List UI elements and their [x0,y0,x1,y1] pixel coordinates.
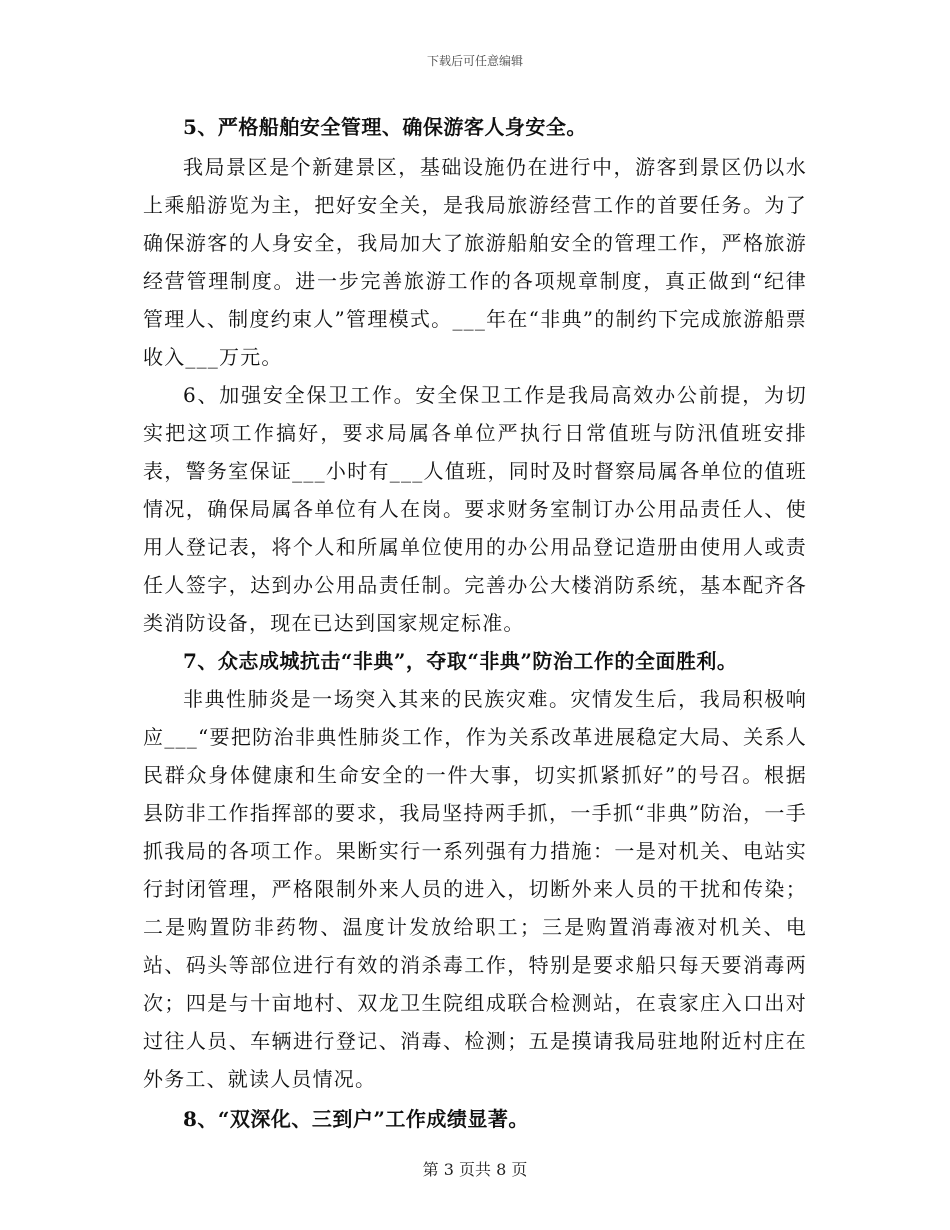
section-8-heading: 8、“双深化、三到户”工作成绩显著。 [183,1107,529,1131]
section-7-paragraph: 非典性肺炎是一场突入其来的民族灾难。灾情发生后，我局积极响应___“要把防治非典性肺炎工作，作为关系改革进展稳定大局、关系人民群众身体健康和生命安全的一件大事，切实抓紧抓好”的号召。根据县防非工作指挥部的要求，我局坚持两手抓，一手抓“非典”防治，一手抓我局的各项工作。果断实行一系列强有力措施：一是对机关、电站实行封闭管理，严格限制外来人员的进入，切断外来人员的干扰和传染；二是购置防非药物、温度计发放给职工；三是购置消毒液对机关、电站、码头等部位进行有效的消杀毒工作，特别是要求船只每天要消毒两次；四是与十亩地村、双龙卫生院组成联合检测站，在袁家庄入口出对过往人员、车辆进行登记、消毒、检测；五是摸请我局驻地附近村庄在外务工、就读人员情况。 [143,687,807,1091]
section-5-heading: 5、严格船舶安全管理、确保游客人身安全。 [183,115,587,139]
page-header: 下载后可任意编辑 [426,54,523,68]
section-6-paragraph: 6、加强安全保卫工作。安全保卫工作是我局高效办公前提，为切实把这项工作搞好，要求局属各单位严执行日常值班与防汛值班安排表，警务室保证___小时有___人值班，同时及时督察局属各单位的值班情况，确保局属各单位有人在岗。要求财务室制订办公用品责任人、使用人登记表，将个人和所属单位使用的办公用品登记造册由使用人或责任人签字，达到办公用品责任制。完善办公大楼消防系统，基本配齐各类消防设备，现在已达到国家规定标准。 [143,383,807,635]
section-7-heading: 7、众志成城抗击“非典”，夺取“非典”防治工作的全面胜利。 [183,649,738,673]
section-5-paragraph: 我局景区是个新建景区，基础设施仍在进行中，游客到景区仍以水上乘船游览为主，把好安全关，是我局旅游经营工作的首要任务。为了确保游客的人身安全，我局加大了旅游船舶安全的管理工作，严格旅游经营管理制度。进一步完善旅游工作的各项规章制度，真正做到“纪律管理人、制度约束人”管理模式。___年在“非典”的制约下完成旅游船票收入___万元。 [143,155,807,369]
page-number-footer: 第 3 页共 8 页 [422,1160,528,1179]
document-body [143,108,807,1138]
